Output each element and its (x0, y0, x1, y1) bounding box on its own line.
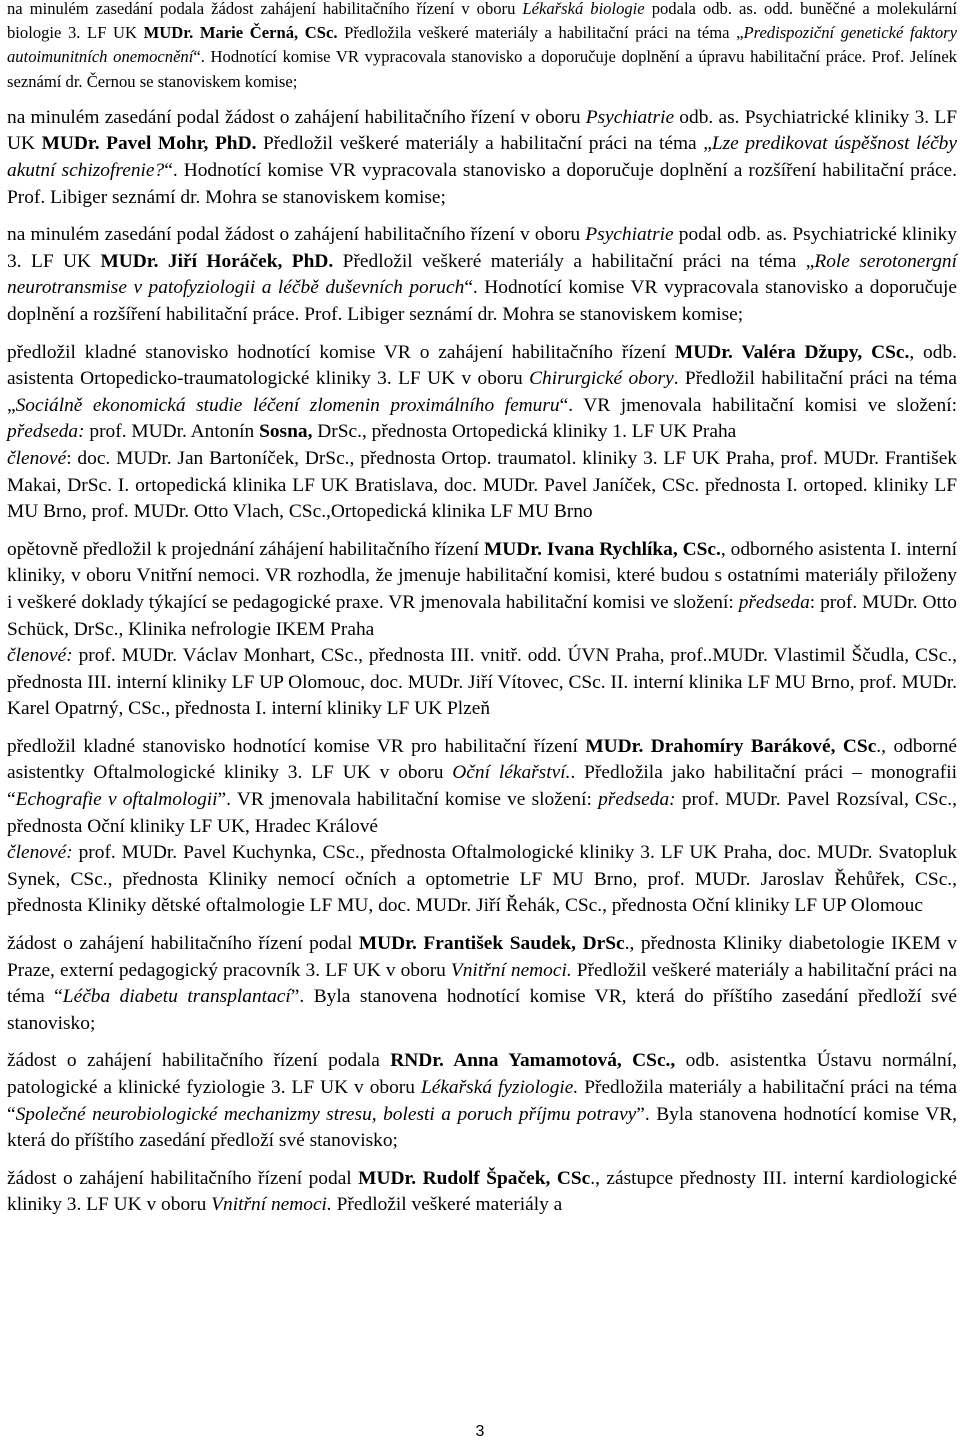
paragraph-2 (7, 105, 957, 211)
text-run: RNDr. Anna Yamamotová, CSc., (390, 1050, 676, 1072)
text-run: předložil kladné stanovisko hodnotící komise VR pro habilitační řízení (7, 735, 586, 757)
text-run: . Předložil habilitační práci na téma „ (7, 368, 957, 416)
text-run: Sosna, (259, 421, 313, 443)
text-run: Role serotonergní neurotransmise v patofyziologii a léčbě duševních poruch (7, 250, 958, 299)
paragraph-9 (7, 1166, 957, 1219)
text-run: žádost o zahájení habilitačního řízení podala (7, 1050, 391, 1072)
text-run: . Předložila jako habilitační práci – monografii “ (7, 762, 957, 811)
text-run: MUDr. František Saudek, DrSc (358, 933, 625, 955)
text-run: členové: (7, 842, 73, 864)
text-run: Sociálně ekonomická studie léčení zlomenin proximálního femuru (15, 394, 560, 416)
text-run: Lékařská fyziologie. (420, 1077, 579, 1098)
text-run: Oční lékařství. (452, 762, 571, 784)
text-run: odb. asistentka Ústavu normální, patologické a klinické fyziologie 3. LF UK v oboru (7, 1050, 957, 1098)
text-run: MUDr. Valéra Džupy, CSc. (674, 341, 910, 363)
text-run: Chirurgické obory (529, 368, 674, 390)
text-run: na minulém zasedání podal žádost o zahájení habilitačního řízení v oboru (7, 224, 586, 246)
text-run: prof. MUDr. Pavel Kuchynka, CSc., přednosta Oftalmologické kliniky 3. LF UK Praha, doc. MUDr. Svatopluk Synek, CSc., přednosta Kliniky nemocí očních a optometrie LF MU Brno, prof. MUDr. Jaroslav Řehůřek, CSc., přednosta Kliniky dětské oftalmologie LF MU, doc. MUDr. Jiří Řehák, CSc., přednosta Oční kliniky LF UP Olomouc (7, 842, 957, 917)
text-run: Předložila materiály a habilitační práci na téma “ (7, 1077, 957, 1125)
text-run: MUDr. Marie Černá, CSc. (143, 23, 338, 43)
text-run: Léčba diabetu transplantací (62, 986, 291, 1008)
text-run: předložil kladné stanovisko hodnotící komise VR o zahájení habilitačního řízení (7, 341, 675, 363)
text-run: Psychiatrie (585, 106, 675, 128)
text-run: Psychiatrie (585, 224, 674, 246)
text-run: “. Hodnotící komise VR vypracovala stanovisko a doporučuje doplnění a rozšíření habilitační práce. Prof. Libiger seznámí dr. Mohra se stanoviskem komise; (7, 160, 958, 208)
text-run: “. Hodnotící komise VR vypracovala stanovisko a doporučuje doplnění a úpravu habilitační práce. Prof. Jelínek seznámí dr. Černou se stanoviskem komise; (7, 47, 957, 91)
text-run: členové (7, 447, 67, 469)
text-run: DrSc., přednosta Ortopedická kliniky 1. LF UK Praha (312, 421, 737, 443)
text-run: MUDr. Drahomíry Barákové, CSc (585, 735, 877, 757)
text-run: odb. as. Psychiatrické kliniky 3. LF UK (7, 106, 957, 155)
text-run: Předložil veškeré materiály a habilitační práci na téma “ (7, 959, 958, 1008)
text-run: : prof. MUDr. Otto Schück, DrSc., Klinika nefrologie IKEM Praha (7, 591, 958, 640)
text-run: podala odb. as. odd. buněčné a molekulární biologie 3. LF UK (7, 0, 957, 43)
text-run: žádost o zahájení habilitačního řízení podal (7, 1167, 359, 1189)
text-run: ”. VR jmenovala habilitační komise ve složení: (217, 789, 599, 811)
text-run: Předložil veškeré materiály a habilitační práci na téma „ (333, 250, 815, 272)
text-run: členové: (7, 645, 73, 667)
text-run: “. VR jmenovala habilitační komisi ve složení: (559, 394, 957, 416)
text-run: podal odb. as. Psychiatrické kliniky 3. LF UK (7, 224, 957, 272)
paragraph-6 (7, 734, 957, 920)
text-run: “. Hodnotící komise VR vypracovala stanovisko a doporučuje doplnění a rozšíření habilitační práce. Prof. Libiger seznámí dr. Mohra se stanoviskem komise; (7, 277, 958, 325)
text-run: prof. MUDr. Antonín (84, 421, 260, 443)
text-run: Predispoziční genetické faktory autoimunitních onemocnění (7, 23, 957, 67)
text-run: , odborného asistenta I. interní kliniky, v oboru Vnitřní nemoci. VR rozhodla, že jmenuje habilitační komisi, které budou s ostatními materiály přiloženy i veškeré doklady týkající se pedagogické praxe. VR jmenovala habilitační komisi ve složení: (7, 538, 957, 613)
text-run: prof. MUDr. Pavel Rozsíval, CSc., přednosta Oční kliniky LF UK, Hradec Králové (7, 789, 957, 837)
text-run: Lékařská biologie (522, 0, 645, 18)
text-run: MUDr. Rudolf Špaček, CSc (358, 1167, 591, 1189)
text-run: předseda (738, 591, 810, 613)
paragraph-7 (7, 931, 957, 1037)
paragraph-3 (7, 222, 957, 328)
text-run: na minulém zasedání podal žádost o zahájení habilitačního řízení v oboru (7, 106, 586, 128)
text-run: ., odborné asistentky Oftalmologické kliniky 3. LF UK v oboru (7, 735, 957, 784)
text-run: žádost o zahájení habilitačního řízení podal (7, 933, 359, 955)
text-run: Lze predikovat úspěšnost léčby akutní schizofrenie? (7, 133, 957, 181)
text-run: opětovně předložil k projednání záhájení habilitačního řízení (7, 538, 484, 560)
text-run: ”. Byla stanovena hodnotící komise VR, která do příštího zasedání předloží své stanovisko; (7, 1103, 957, 1152)
text-run: Vnitřní nemoci. (450, 959, 572, 981)
text-run: ”. Byla stanovena hodnotící komise VR, která do příštího zasedání předloží své stanovisko; (7, 986, 958, 1034)
text-run: MUDr. Ivana Rychlíka, CSc. (483, 538, 721, 560)
text-run: předseda: (598, 789, 676, 811)
text-run: na minulém zasedání podala žádost zahájení habilitačního řízení v oboru (7, 0, 523, 18)
text-run: ., přednosta Kliniky diabetologie IKEM v Praze, externí pedagogický pracovník 3. LF UK v oboru (7, 933, 957, 981)
page-number: 3 (475, 1423, 485, 1440)
paragraph-8 (7, 1048, 957, 1154)
text-run: Společné neurobiologické mechanizmy stresu, bolesti a poruch příjmu potravy (15, 1103, 637, 1125)
paragraph-1 (7, 0, 957, 94)
text-run: MUDr. Pavel Mohr, PhD. (41, 133, 257, 155)
text-run: prof. MUDr. Václav Monhart, CSc., přednosta III. vnitř. odd. ÚVN Praha, prof..MUDr. Vlastimil Ščudla, CSc., přednosta III. interní kliniky LF UP Olomouc, doc. MUDr. Jiří Vítovec, CSc. II. interní klinika LF MU Brno, prof. MUDr. Karel Opatrný, CSc., přednosta I. interní kliniky LF UK Plzeň (7, 645, 957, 720)
text-run: MUDr. Jiří Horáček, PhD. (100, 250, 334, 272)
text-run: Echografie v oftalmologii (15, 789, 218, 811)
text-run: Vnitřní nemoci. (211, 1194, 332, 1216)
text-run: Předložil veškeré materiály a habilitační práci na téma „ (256, 133, 712, 155)
paragraph-4 (7, 340, 957, 526)
text-run: Předložila veškeré materiály a habilitační práci na téma „ (337, 23, 744, 43)
text-run: ., zástupce přednosty III. interní kardiologické kliniky 3. LF UK v oboru (7, 1167, 957, 1216)
text-run: : doc. MUDr. Jan Bartoníček, DrSc., přednosta Ortop. traumatol. kliniky 3. LF UK Praha, prof. MUDr. František Makai, DrSc. I. ortopedická klinika LF UK Bratislava, doc. MUDr. Pavel Janíček, CSc. přednosta I. ortoped. kliniky LF MU Brno, prof. MUDr. Otto Vlach, CSc.,Ortopedická klinika LF MU Brno (7, 447, 957, 523)
paragraph-5 (7, 537, 957, 723)
text-run: Předložil veškeré materiály a (331, 1194, 563, 1216)
text-run: předseda: (7, 421, 85, 443)
text-run: , odb. asistenta Ortopedicko-traumatologické kliniky 3. LF UK v oboru (7, 341, 957, 390)
